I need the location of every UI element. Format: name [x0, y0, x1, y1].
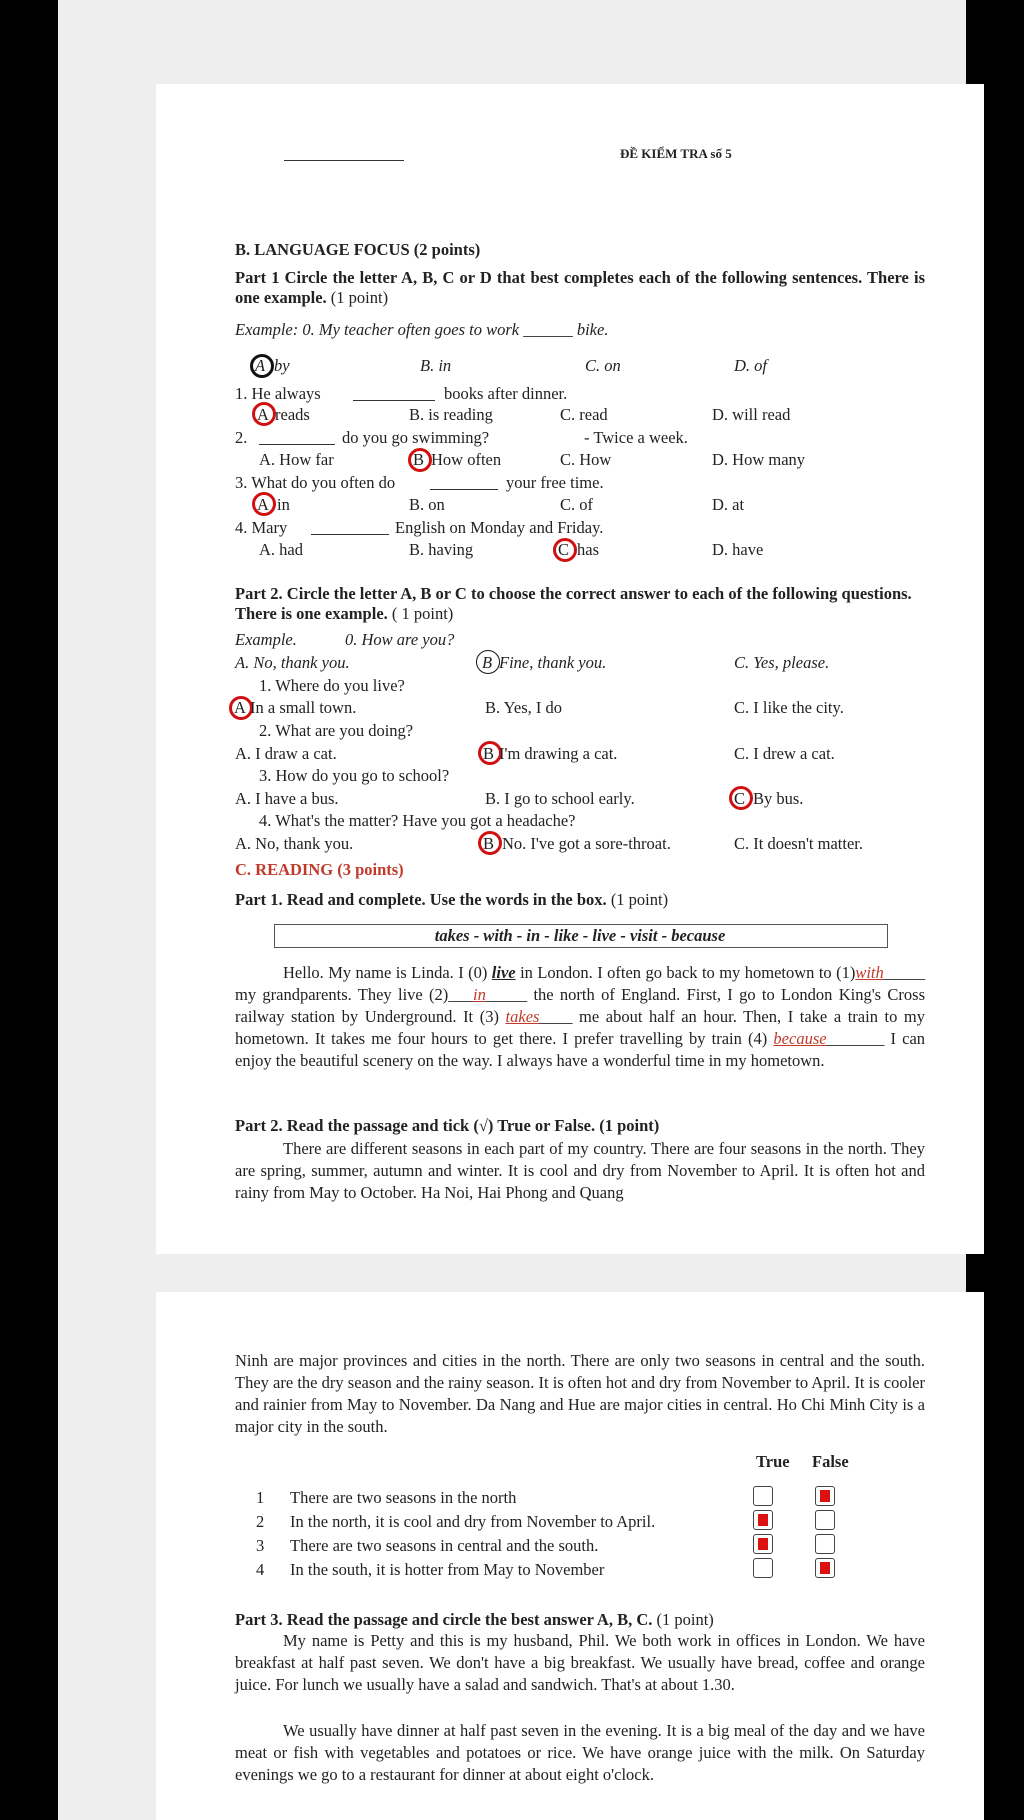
p2-q3-question: 3. How do you go to school?	[259, 766, 450, 785]
p1-q2-option-b: How often	[431, 450, 502, 469]
part2-example-question: 0. How are you?	[345, 630, 455, 649]
p1-q2-start: 2.	[235, 428, 248, 447]
p2-q3-option-a: A. I have a bus.	[235, 789, 339, 808]
document-page-1	[156, 84, 984, 1254]
example-option-b: B. in	[420, 356, 452, 375]
p1-q2-reply: - Twice a week.	[584, 428, 688, 447]
reading-part2-passage-start: There are different seasons in each part of my country. There are four seasons in the north. They are spring, summer, autumn and winter. It is cool and dry from November to April. It is often hot and rainy from May to October. Ha Noi, Hai Phong and Quang	[235, 1139, 925, 1202]
p1-q1-end: books after dinner.	[444, 384, 568, 403]
p1-q1-option-d: D. will read	[712, 405, 791, 424]
statement-number: 3	[256, 1536, 265, 1555]
tick-mark	[820, 1490, 830, 1502]
p1-q3-start: 3. What do you often do	[235, 473, 396, 492]
p1-q4-option-c: has	[577, 540, 599, 559]
p1-q3-option-a: in	[277, 495, 290, 514]
p1-q4-start: 4. Mary	[235, 518, 288, 537]
true-checkbox[interactable]	[753, 1558, 773, 1578]
word-box-words: takes - with - in - like - live - visit - because	[434, 926, 726, 945]
true-checkbox[interactable]	[753, 1486, 773, 1506]
column-true: True	[756, 1452, 790, 1471]
false-checkbox[interactable]	[815, 1558, 835, 1578]
p1-q3-option-b: B. on	[409, 495, 445, 514]
part1-example-question: Example: 0. My teacher often goes to work ______ bike.	[235, 320, 609, 339]
reading-part2-heading: Part 2. Read the passage and tick (√) True or False. (1 point)	[235, 1116, 660, 1135]
reading-part3-para2: We usually have dinner at half past seven in the evening. It is a big meal of the day and we have meat or fish with vegetables and potatoes or rice. We have orange juice with the milk. On Saturday evenings we go to a restaurant for dinner at about eight o'clock.	[235, 1721, 925, 1784]
answer-0: live	[491, 963, 516, 982]
p2-q1-option-c: C. I like the city.	[734, 698, 844, 717]
answer-1: with	[855, 963, 884, 982]
tick-mark	[820, 1562, 830, 1574]
p2-q3-option-b: B. I go to school early.	[485, 789, 635, 808]
p2-q4-question: 4. What's the matter? Have you got a headache?	[259, 811, 576, 830]
p1-q1-option-a: reads	[275, 405, 310, 424]
reading-part3-para1: My name is Petty and this is my husband, Phil. We both work in offices in London. We have breakfast at half past seven. We don't have a big breakfast. We usually have bread, coffee and orange juice. For lunch we usually have a salad and sandwich. That's at about 1.30.	[235, 1631, 925, 1694]
p1-q2-option-a: A. How far	[259, 450, 334, 469]
p2-q4-option-c: C. It doesn't matter.	[734, 834, 863, 853]
answer-3: takes	[505, 1007, 540, 1026]
p2-q1-option-b: B. Yes, I do	[485, 698, 563, 717]
p1-q1-blank	[353, 400, 435, 401]
p1-q4-option-b: B. having	[409, 540, 474, 559]
language-focus-title: B. LANGUAGE FOCUS (2 points)	[235, 240, 481, 259]
p1-q1-option-c: C. read	[560, 405, 608, 424]
p1-q4-letter: C	[558, 540, 570, 559]
document-page-2	[156, 1292, 984, 1820]
example-option-a: by	[274, 356, 290, 375]
false-checkbox[interactable]	[815, 1486, 835, 1506]
reading-part1-heading: Part 1. Read and complete. Use the words in the box. (1 point)	[235, 890, 669, 909]
part2-example-option-a: A. No, thank you.	[235, 653, 350, 672]
p1-q3-blank	[430, 489, 498, 490]
p1-q4-end: English on Monday and Friday.	[395, 518, 604, 537]
p2-q2-letter: B	[483, 744, 495, 763]
false-checkbox[interactable]	[815, 1510, 835, 1530]
example-option-d: D. of	[734, 356, 767, 375]
p1-q4-blank	[311, 534, 389, 535]
p1-q3-option-d: D. at	[712, 495, 745, 514]
tick-mark	[758, 1538, 768, 1550]
p1-q1-option-b: B. is reading	[409, 405, 493, 424]
answer-2: in	[473, 985, 486, 1004]
example-option-c: C. on	[585, 356, 621, 375]
tick-mark	[758, 1514, 768, 1526]
p2-q1-question: 1. Where do you live?	[259, 676, 405, 695]
part2-heading: Part 2. Circle the letter A, B or C to choose the correct answer to each of the following questions. There is one example. ( 1 point)	[235, 584, 912, 623]
p1-q2-option-c: C. How	[560, 450, 612, 469]
header-line	[284, 160, 404, 161]
column-false: False	[812, 1452, 849, 1471]
p1-q2-end: do you go swimming?	[342, 428, 490, 447]
statement-text: There are two seasons in the north	[290, 1488, 517, 1507]
true-checkbox[interactable]	[753, 1534, 773, 1554]
p2-q2-option-b: I'm drawing a cat.	[499, 744, 618, 763]
exam-title: ĐỀ KIỂM TRA số 5	[620, 146, 732, 161]
p1-q3-end: your free time.	[506, 473, 604, 492]
statement-number: 2	[256, 1512, 265, 1531]
p2-q4-letter: B	[483, 834, 495, 853]
document-viewer[interactable]	[58, 0, 966, 1820]
p1-q3-option-c: C. of	[560, 495, 593, 514]
p1-q2-blank	[259, 444, 335, 445]
statement-number: 1	[256, 1488, 265, 1507]
p1-q2-option-d: D. How many	[712, 450, 806, 469]
p2-q4-option-a: A. No, thank you.	[235, 834, 354, 853]
statement-text: In the north, it is cool and dry from November to April.	[290, 1512, 656, 1531]
p1-q4-option-a: A. had	[259, 540, 303, 559]
p1-q2-letter: B	[413, 450, 425, 469]
p2-q1-option-a: In a small town.	[250, 698, 357, 717]
p1-q4-option-d: D. have	[712, 540, 764, 559]
part2-example-option-c: C. Yes, please.	[734, 653, 830, 672]
reading-part3-heading: Part 3. Read the passage and circle the best answer A, B, C. (1 point)	[235, 1610, 714, 1629]
answer-4: because	[773, 1029, 827, 1048]
reading-title: C. READING (3 points)	[235, 860, 404, 879]
p2-q2-question: 2. What are you doing?	[259, 721, 414, 740]
p2-q4-option-b: No. I've got a sore-throat.	[502, 834, 671, 853]
reading-part2-passage-cont: Ninh are major provinces and cities in the north. There are only two seasons in central and the south. They are the dry season and the rainy season. It is often hot and dry from November to April. It is cooler and rainier from May to November. Da Nang and Hue are major cities in central. Ho Chi Minh City is a major city in the south.	[235, 1351, 925, 1436]
p2-q3-option-c: By bus.	[753, 789, 804, 808]
example-letter-a: A	[255, 356, 266, 375]
part2-example-option-b: Fine, thank you.	[499, 653, 607, 672]
p2-q2-option-a: A. I draw a cat.	[235, 744, 337, 763]
part2-example-label: Example.	[235, 630, 297, 649]
part2-example-letter: B	[482, 653, 493, 672]
statement-text: In the south, it is hotter from May to November	[290, 1560, 605, 1579]
p2-q2-option-c: C. I drew a cat.	[734, 744, 835, 763]
statement-text: There are two seasons in central and the south.	[290, 1536, 599, 1555]
true-checkbox[interactable]	[753, 1510, 773, 1530]
p2-q1-letter: A	[234, 698, 246, 717]
p1-q1-letter: A	[257, 405, 269, 424]
statement-number: 4	[256, 1560, 265, 1579]
reading-part1-passage: Hello. My name is Linda. I (0) live in London. I often go back to my hometown to (1)with_____ my grandparents. They live (2)___in_____ the north of England. First, I go to London King's Cross railway station by Underground. It (3) takes____ me about half an hour. Then, I take a train to my hometown. It takes me four hours to get there. I prefer travelling by train (4) because_______ I can enjoy the beautiful scenery on the way. I always have a wonderful time in my hometown.	[235, 963, 926, 1070]
false-checkbox[interactable]	[815, 1534, 835, 1554]
p2-q3-letter: C	[734, 789, 746, 808]
p1-q1-start: 1. He always	[235, 384, 321, 403]
part1-heading: Part 1 Circle the letter A, B, C or D that best completes each of the following sentences. There is one example. (1 point)	[235, 268, 925, 307]
p1-q3-letter: A	[257, 495, 269, 514]
